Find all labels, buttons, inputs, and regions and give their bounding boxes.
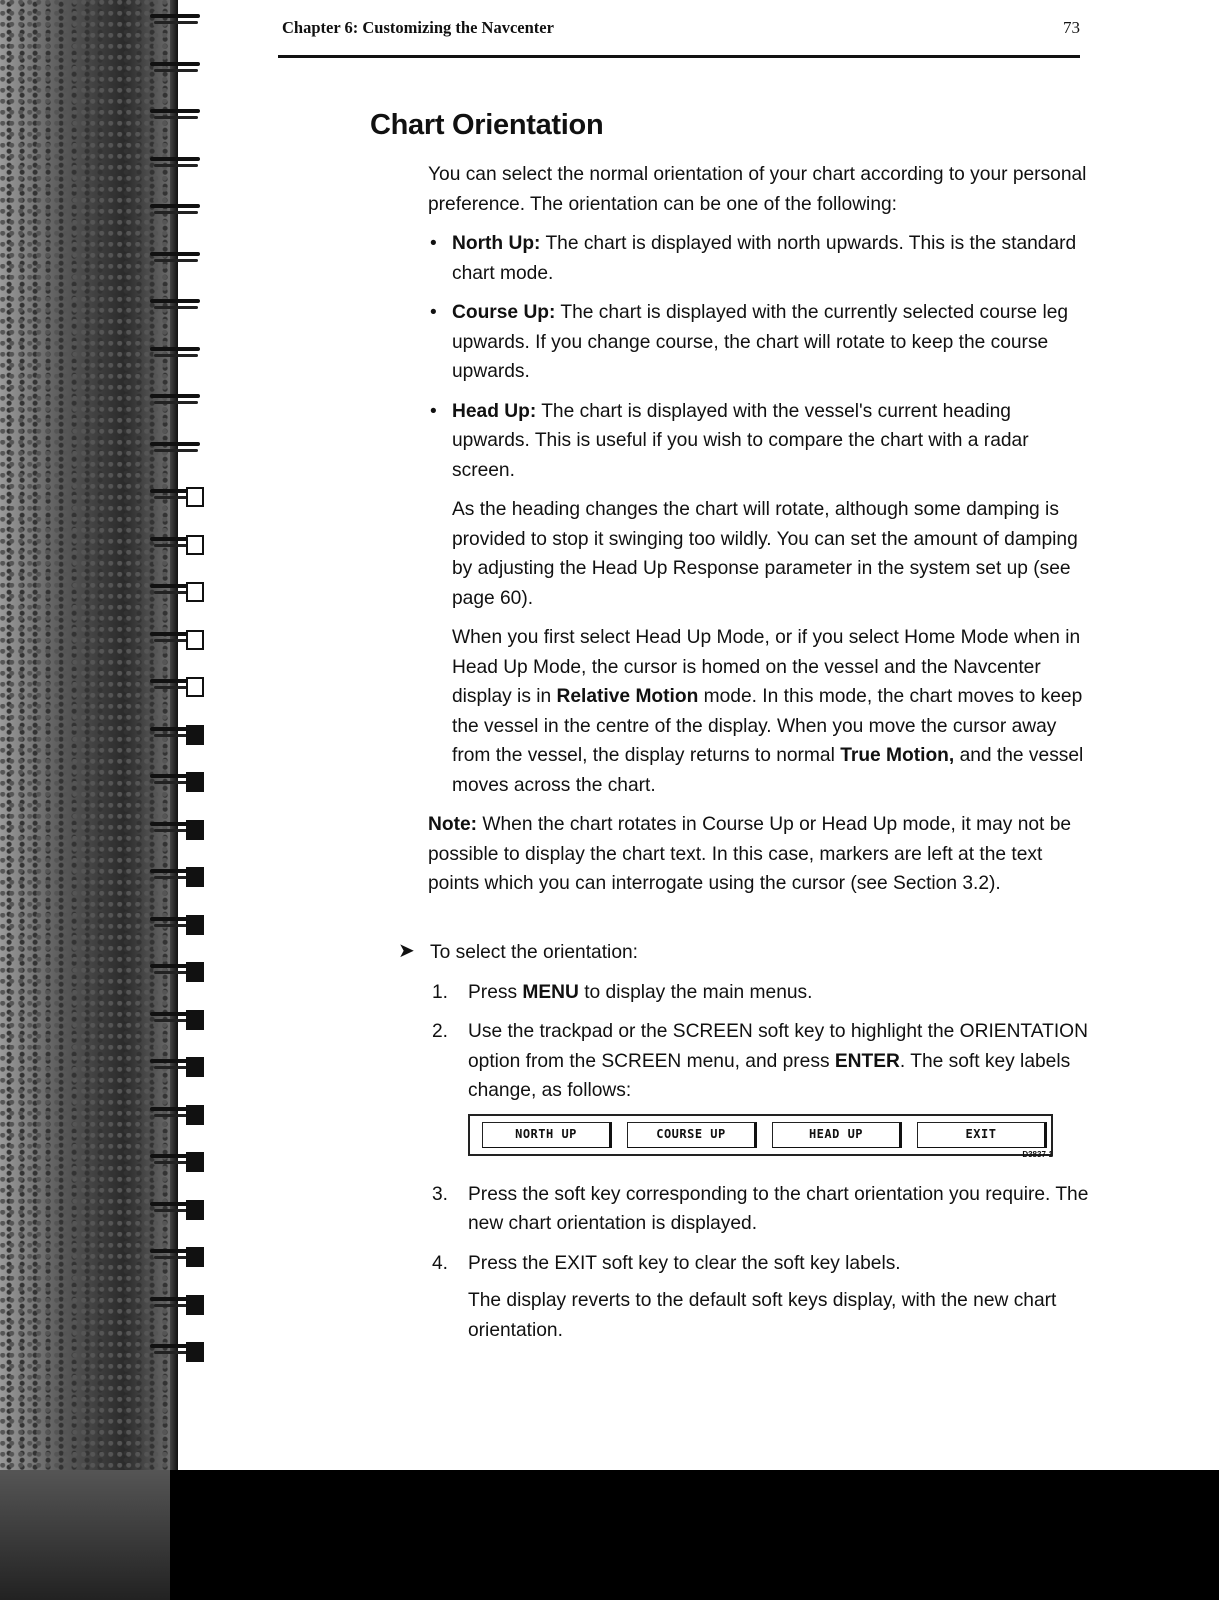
- step-4: [432, 1249, 1098, 1346]
- option-term: North Up:: [452, 233, 541, 254]
- key-menu: MENU: [522, 981, 579, 1003]
- option-text: The chart is displayed with the currently selected course leg upwards. If you change course, the chart will rotate to keep the course upwards.: [452, 302, 1069, 382]
- softkey-course-up: COURSE UP: [627, 1122, 757, 1148]
- step-text: Press the EXIT soft key to clear the soft key labels.: [468, 1252, 901, 1274]
- term-true-motion: True Motion,: [840, 745, 955, 766]
- binding-ring: [150, 531, 204, 553]
- binding-ring: [150, 1006, 204, 1028]
- binding-ring: [150, 911, 204, 933]
- note-paragraph: [428, 810, 1088, 899]
- binding-ring: [150, 1338, 204, 1360]
- option-text: The chart is displayed with the vessel's current heading upwards. This is useful if you wish to compare the chart with a radar screen.: [452, 400, 1029, 481]
- binding-ring: [150, 293, 204, 315]
- text-run: When you first select Head Up Mode, or if you select Home Mode when in Head Up Mode, the cursor is homed on the vessel and the Navcenter display is in: [452, 627, 1081, 707]
- step-number: 4.: [432, 1252, 449, 1274]
- step-text: [468, 978, 1098, 1008]
- option-term: Course Up:: [452, 302, 556, 323]
- binding-ring: [150, 578, 204, 600]
- softkey-exit: EXIT: [917, 1122, 1047, 1148]
- text-run: and the vessel moves across the chart.: [452, 745, 1084, 796]
- note-text: When the chart rotates in Course Up or Head Up mode, it may not be possible to display the chart text. In this case, markers are left at the text points which you can interrogate using the cursor (see Section 3.2).: [428, 814, 1072, 894]
- option-text: The chart is displayed with north upwards. This is the standard chart mode.: [452, 233, 1077, 284]
- text-run: mode. In this mode, the chart moves to keep the vessel in the centre of the display. When you move the cursor away from the vessel, the display returns to normal: [452, 686, 1083, 766]
- orientation-options-list: [428, 229, 1088, 485]
- step-number: 3.: [432, 1183, 449, 1205]
- binding-ring: [150, 626, 204, 648]
- binding-ring: [150, 1243, 204, 1265]
- header-rule: [278, 55, 1080, 58]
- binding-ring: [150, 816, 204, 838]
- binding-ring: [150, 151, 204, 173]
- note-label: Note:: [428, 814, 478, 835]
- binding-ring: [150, 388, 204, 410]
- binding-ring: [150, 483, 204, 505]
- step-number: 1.: [432, 981, 449, 1003]
- text-run: Press: [468, 981, 523, 1003]
- intro-paragraph: You can select the normal orientation of your chart according to your personal preference. The orientation can be one of the following:: [428, 164, 1087, 215]
- procedure: [398, 938, 1098, 1355]
- softkey-north-up: NORTH UP: [482, 1122, 612, 1148]
- procedure-heading: [398, 938, 1098, 968]
- binding-ring: [150, 673, 204, 695]
- option-head-up: [428, 397, 1088, 486]
- step-1: [432, 978, 1098, 1008]
- step-text: [468, 1017, 1098, 1106]
- text-run: . The soft key labels change, as follows:: [468, 1050, 1071, 1101]
- binding-ring: [150, 436, 204, 458]
- option-course-up: [428, 298, 1088, 387]
- arrow-bullet-icon: ➤: [398, 940, 415, 962]
- option-north-up: [428, 229, 1088, 288]
- head-up-paragraph-2: [452, 623, 1088, 800]
- step-text: Press the soft key corresponding to the chart orientation you require. The new chart orientation is displayed.: [468, 1183, 1089, 1234]
- option-term: Head Up:: [452, 400, 537, 422]
- text-run: to display the main menus.: [578, 981, 813, 1003]
- binding-ring: [150, 198, 204, 220]
- binding-ring: [150, 1101, 204, 1123]
- section-title: Chart Orientation: [370, 109, 604, 141]
- binding-ring: [150, 246, 204, 268]
- binding-ring: [150, 1053, 204, 1075]
- figure-id: D3837-1: [1022, 1150, 1053, 1159]
- term-relative-motion: Relative Motion: [556, 686, 699, 707]
- step-3: [432, 1180, 1098, 1239]
- softkey-head-up: HEAD UP: [772, 1122, 902, 1148]
- binding-ring: [150, 1196, 204, 1218]
- chapter-title: Chapter 6: Customizing the Navcenter: [282, 18, 554, 37]
- step-2: [432, 1017, 1098, 1170]
- procedure-steps: [398, 978, 1098, 1346]
- binding-ring: [150, 863, 204, 885]
- head-up-paragraph-1: As the heading changes the chart will rotate, although some damping is provided to stop it swinging too wildly. You can set the amount of damping by adjusting the Head Up Response parameter in the system set up (see page 60).: [452, 499, 1078, 609]
- body-text: [428, 160, 1088, 909]
- binding-ring: [150, 56, 204, 78]
- binding-ring: [150, 958, 204, 980]
- binding-ring: [150, 768, 204, 790]
- binding-ring: [150, 8, 204, 30]
- page-number: 73: [1063, 18, 1080, 37]
- procedure-heading-text: To select the orientation:: [430, 942, 638, 963]
- scan-shadow-bottom: [170, 1470, 1219, 1600]
- binding-ring: [150, 721, 204, 743]
- key-enter: ENTER: [834, 1050, 900, 1072]
- binding-ring: [150, 103, 204, 125]
- running-header: [282, 18, 1080, 38]
- text-run: Use the trackpad or the SCREEN soft key to highlight the ORIENTATION option from the SCREEN menu, and press: [468, 1021, 1088, 1072]
- scan-shadow-corner: [0, 1470, 178, 1600]
- step-followup: The display reverts to the default soft keys display, with the new chart orientation.: [468, 1290, 1057, 1341]
- binding-ring: [150, 1291, 204, 1313]
- step-number: 2.: [432, 1021, 449, 1042]
- softkey-bar-figure: [468, 1114, 1053, 1159]
- binding-ring: [150, 341, 204, 363]
- binding-ring: [150, 1148, 204, 1170]
